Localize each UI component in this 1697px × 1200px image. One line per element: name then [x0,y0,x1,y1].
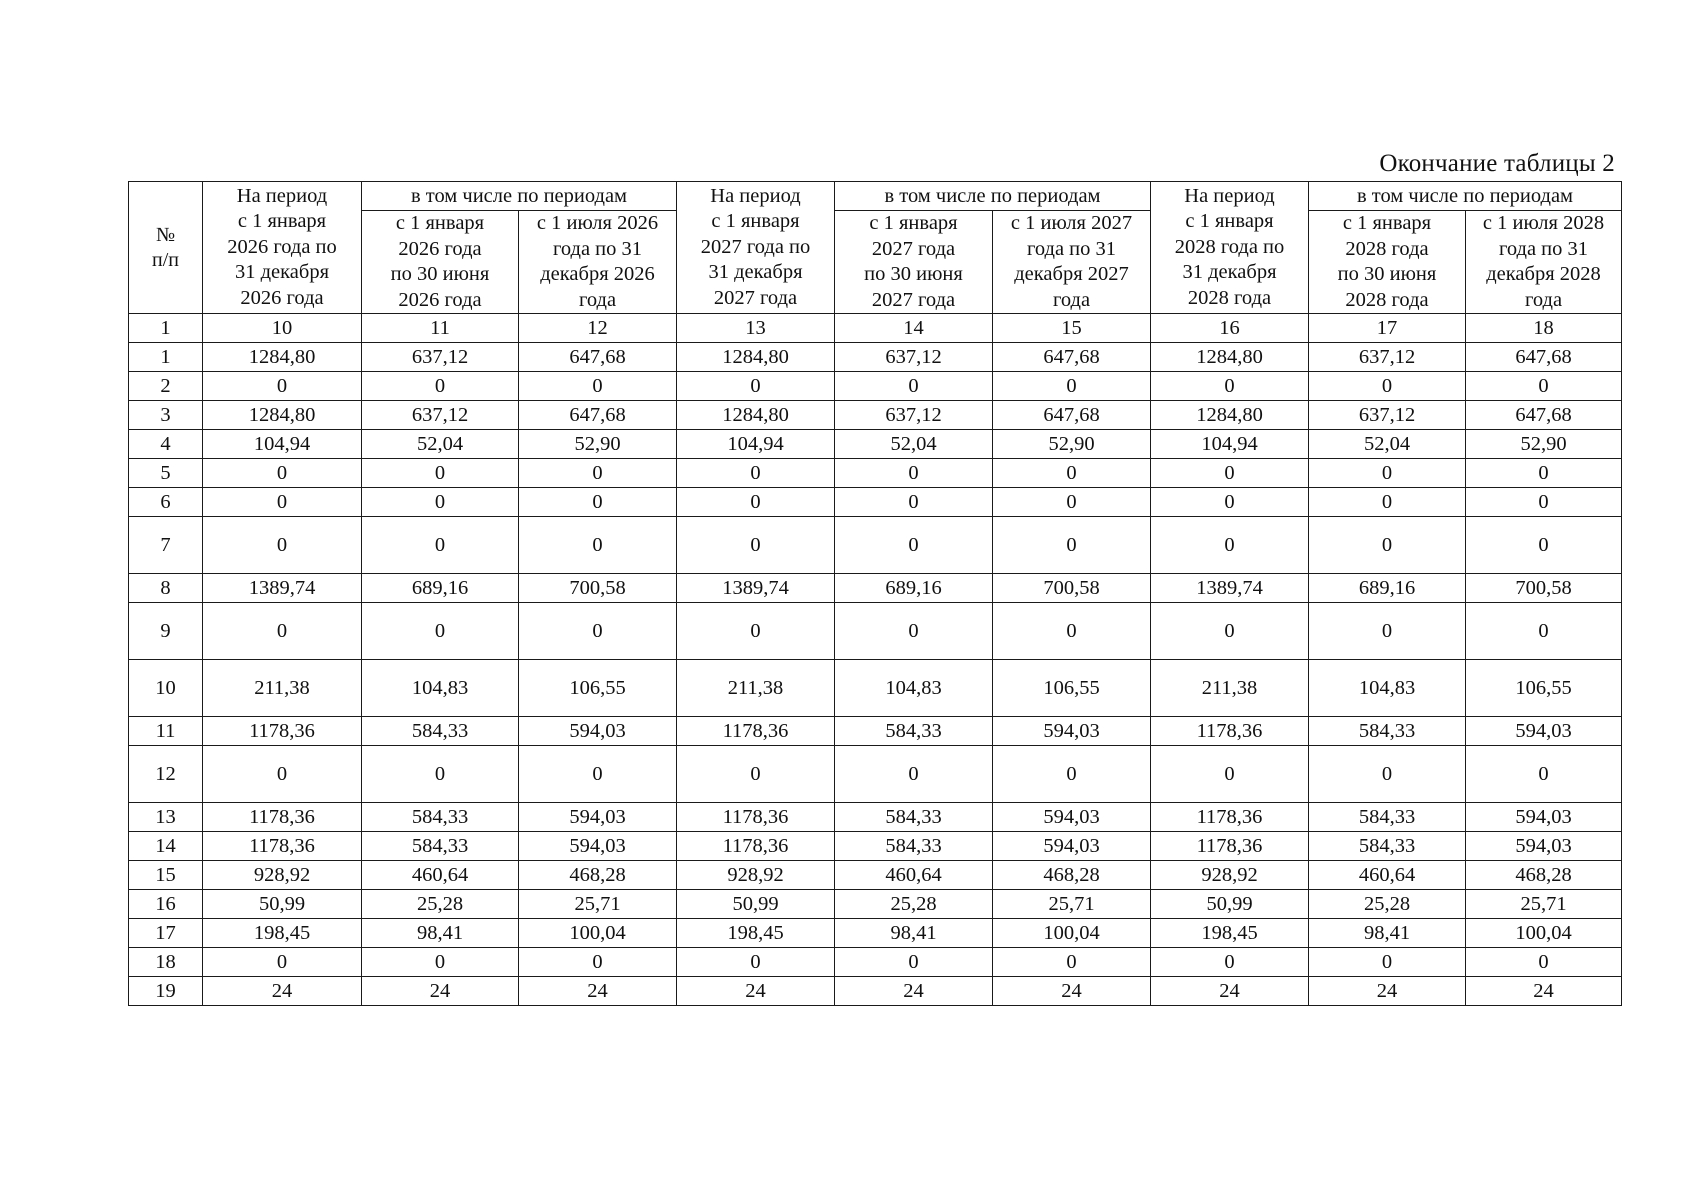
value-cell: 0 [519,459,677,488]
value-cell: 0 [1466,459,1622,488]
value-cell: 0 [1309,488,1466,517]
header-line: 2028 года [1187,286,1272,309]
value-cell: 100,04 [519,919,677,948]
value-cell: 584,33 [1309,832,1466,861]
value-cell: 468,28 [1466,861,1622,890]
value-cell: 584,33 [1309,803,1466,832]
row-number-cell: 14 [129,832,203,861]
header-second-half [1466,211,1622,314]
column-number: 16 [1151,314,1309,343]
value-cell: 1284,80 [1151,343,1309,372]
value-cell: 1178,36 [203,717,362,746]
value-cell: 0 [677,488,835,517]
header-line: декабря 2027 [1014,263,1129,285]
table-row [129,603,1622,660]
header-line: 31 декабря [1182,261,1277,284]
header-period-total [677,182,835,314]
value-cell: 0 [993,746,1151,803]
value-cell: 689,16 [835,574,993,603]
value-cell: 0 [362,488,519,517]
header-row-number [129,182,203,314]
header-second-half [993,211,1151,314]
column-number: 10 [203,314,362,343]
value-cell: 106,55 [993,660,1151,717]
header-line: года [1052,288,1091,311]
value-cell: 0 [835,746,993,803]
value-cell: 50,99 [1151,890,1309,919]
value-cell: 0 [1151,517,1309,574]
value-cell: 104,83 [1309,660,1466,717]
table-row [129,977,1622,1006]
value-cell: 24 [362,977,519,1006]
value-cell: 594,03 [519,803,677,832]
table-row [129,948,1622,977]
header-group: в том числе по периодам [1309,182,1622,211]
value-cell: 104,94 [677,430,835,459]
header-line: года [578,288,617,311]
row-number-cell: 4 [129,430,203,459]
value-cell: 584,33 [835,803,993,832]
table-row [129,746,1622,803]
value-cell: 0 [1151,488,1309,517]
value-cell: 637,12 [1309,343,1466,372]
value-cell: 594,03 [993,717,1151,746]
value-cell: 1178,36 [677,803,835,832]
header-line: 2027 года [871,288,956,311]
header-line: по 30 июня [1337,263,1437,285]
value-cell: 689,16 [362,574,519,603]
value-cell: 647,68 [519,343,677,372]
header-line: с 1 января [237,210,327,233]
value-cell: 0 [203,488,362,517]
value-cell: 637,12 [835,401,993,430]
header-line: п/п [152,248,179,271]
value-cell: 52,04 [835,430,993,459]
table-row [129,717,1622,746]
value-cell: 1178,36 [1151,832,1309,861]
table-row [129,401,1622,430]
value-cell: 25,71 [519,890,677,919]
header-line: года по 31 [1026,237,1117,260]
value-cell: 0 [1309,603,1466,660]
value-cell: 0 [1466,603,1622,660]
value-cell: 0 [1309,948,1466,977]
column-number: 18 [1466,314,1622,343]
row-number-cell: 16 [129,890,203,919]
value-cell: 1389,74 [677,574,835,603]
header-line: с 1 июля 2026 [536,212,659,234]
value-cell: 106,55 [519,660,677,717]
value-cell: 0 [203,517,362,574]
column-number: 14 [835,314,993,343]
value-cell: 1389,74 [203,574,362,603]
value-cell: 0 [1151,603,1309,660]
header-line: с 1 января [395,212,485,234]
header-line: На период [710,184,801,207]
row-number-cell: 19 [129,977,203,1006]
value-cell: 594,03 [519,832,677,861]
value-cell: 0 [203,459,362,488]
table-row [129,343,1622,372]
value-cell: 928,92 [1151,861,1309,890]
value-cell: 0 [1151,746,1309,803]
value-cell: 50,99 [677,890,835,919]
header-line: 31 декабря [234,261,329,284]
header-group: в том числе по периодам [835,182,1151,211]
header-line: 2026 года [240,286,324,309]
value-cell: 0 [677,746,835,803]
header-first-half [362,211,519,314]
value-cell: 0 [993,948,1151,977]
header-line: с 1 января [1185,210,1274,233]
value-cell: 594,03 [993,832,1151,861]
value-cell: 211,38 [1151,660,1309,717]
table-header [129,182,1622,343]
value-cell: 637,12 [1309,401,1466,430]
value-cell: 594,03 [993,803,1151,832]
value-cell: 0 [203,372,362,401]
table-row [129,574,1622,603]
column-number: 11 [362,314,519,343]
value-cell: 637,12 [362,343,519,372]
value-cell: 0 [993,488,1151,517]
value-cell: 0 [835,948,993,977]
value-cell: 100,04 [1466,919,1622,948]
value-cell: 0 [362,746,519,803]
value-cell: 98,41 [835,919,993,948]
row-number-cell: 5 [129,459,203,488]
header-group: в том числе по периодам [362,182,677,211]
row-number-cell: 6 [129,488,203,517]
row-number-cell: 2 [129,372,203,401]
row-number-cell: 17 [129,919,203,948]
header-line: 2026 года по [227,235,337,258]
value-cell: 1389,74 [1151,574,1309,603]
header-first-half [835,211,993,314]
header-line: На период [236,184,328,207]
value-cell: 50,99 [203,890,362,919]
value-cell: 584,33 [835,717,993,746]
value-cell: 594,03 [519,717,677,746]
value-cell: 0 [1151,372,1309,401]
table-row [129,919,1622,948]
value-cell: 1178,36 [203,803,362,832]
header-line: 2028 года по [1174,235,1285,258]
value-cell: 24 [993,977,1151,1006]
value-cell: 594,03 [1466,832,1622,861]
table-row [129,660,1622,717]
header-period-total [1151,182,1309,314]
column-number: 15 [993,314,1151,343]
table-row [129,372,1622,401]
value-cell: 0 [362,517,519,574]
value-cell: 460,64 [1309,861,1466,890]
header-line: 2027 года по [700,235,811,258]
value-cell: 0 [1466,517,1622,574]
value-cell: 0 [203,746,362,803]
header-line: с 1 июля 2027 [1010,212,1133,234]
value-cell: 0 [993,517,1151,574]
value-cell: 1284,80 [677,401,835,430]
header-line: с 1 января [1342,212,1432,234]
column-number: 1 [129,314,203,343]
header-line: 2026 года [398,288,482,311]
value-cell: 689,16 [1309,574,1466,603]
table-row [129,459,1622,488]
value-cell: 637,12 [362,401,519,430]
value-cell: 104,83 [835,660,993,717]
value-cell: 98,41 [1309,919,1466,948]
value-cell: 104,83 [362,660,519,717]
row-number-cell: 7 [129,517,203,574]
header-line: с 1 января [869,212,958,234]
value-cell: 1178,36 [1151,803,1309,832]
value-cell: 0 [362,948,519,977]
value-cell: 211,38 [203,660,362,717]
value-cell: 0 [1466,372,1622,401]
value-cell: 0 [835,372,993,401]
value-cell: 0 [1309,517,1466,574]
value-cell: 0 [519,948,677,977]
value-cell: 460,64 [835,861,993,890]
header-line: 2028 года [1345,288,1429,311]
value-cell: 25,28 [362,890,519,919]
row-number-cell: 12 [129,746,203,803]
value-cell: 24 [203,977,362,1006]
value-cell: 594,03 [1466,717,1622,746]
value-cell: 52,90 [993,430,1151,459]
value-cell: 0 [1309,372,1466,401]
column-number: 12 [519,314,677,343]
value-cell: 0 [519,746,677,803]
value-cell: 700,58 [519,574,677,603]
value-cell: 0 [362,372,519,401]
value-cell: 1178,36 [203,832,362,861]
value-cell: 0 [203,948,362,977]
value-cell: 928,92 [677,861,835,890]
value-cell: 647,68 [1466,343,1622,372]
value-cell: 460,64 [362,861,519,890]
column-number: 13 [677,314,835,343]
header-line: 2028 года [1345,237,1429,260]
value-cell: 198,45 [203,919,362,948]
value-cell: 0 [362,459,519,488]
value-cell: 0 [1466,488,1622,517]
value-cell: 100,04 [993,919,1151,948]
value-cell: 25,28 [1309,890,1466,919]
value-cell: 106,55 [1466,660,1622,717]
value-cell: 0 [835,517,993,574]
value-cell: 198,45 [677,919,835,948]
header-line: 2026 года [398,237,482,260]
value-cell: 0 [993,372,1151,401]
value-cell: 25,71 [993,890,1151,919]
value-cell: 647,68 [519,401,677,430]
row-number-cell: 11 [129,717,203,746]
value-cell: 584,33 [362,832,519,861]
header-line: 2027 года [871,237,956,260]
value-cell: 647,68 [993,343,1151,372]
value-cell: 1178,36 [1151,717,1309,746]
value-cell: 468,28 [993,861,1151,890]
value-cell: 1284,80 [203,401,362,430]
value-cell: 1178,36 [677,717,835,746]
header-line: № [155,223,176,246]
header-line: 31 декабря [708,261,803,284]
value-cell: 0 [362,603,519,660]
header-line: года [1524,288,1563,311]
value-cell: 0 [1151,948,1309,977]
value-cell: 584,33 [362,717,519,746]
value-cell: 0 [1151,459,1309,488]
header-period-total [203,182,362,314]
header-first-half [1309,211,1466,314]
row-number-cell: 9 [129,603,203,660]
value-cell: 24 [1466,977,1622,1006]
value-cell: 0 [677,372,835,401]
table-row [129,803,1622,832]
value-cell: 0 [1309,746,1466,803]
value-cell: 24 [835,977,993,1006]
value-cell: 1284,80 [677,343,835,372]
header-line: с 1 января [711,210,800,233]
value-cell: 25,71 [1466,890,1622,919]
value-cell: 24 [519,977,677,1006]
value-cell: 52,90 [1466,430,1622,459]
header-second-half [519,211,677,314]
value-cell: 647,68 [993,401,1151,430]
value-cell: 1284,80 [1151,401,1309,430]
header-line: 2027 года [713,286,798,309]
value-cell: 1284,80 [203,343,362,372]
table-caption: Окончание таблицы 2 [1379,150,1615,177]
row-number-cell: 13 [129,803,203,832]
value-cell: 104,94 [203,430,362,459]
value-cell: 0 [519,488,677,517]
value-cell: 0 [203,603,362,660]
value-cell: 211,38 [677,660,835,717]
row-number-cell: 1 [129,343,203,372]
header-line: года по 31 [552,237,643,260]
header-line: по 30 июня [864,263,963,285]
value-cell: 0 [677,459,835,488]
table-row [129,430,1622,459]
value-cell: 637,12 [835,343,993,372]
value-cell: 0 [1466,746,1622,803]
header-line: по 30 июня [390,263,490,285]
row-number-cell: 15 [129,861,203,890]
header-line: декабря 2028 [1486,263,1601,285]
table-body [129,343,1622,1006]
table-row [129,832,1622,861]
value-cell: 0 [835,488,993,517]
value-cell: 24 [677,977,835,1006]
value-cell: 1178,36 [677,832,835,861]
table-row [129,488,1622,517]
row-number-cell: 10 [129,660,203,717]
value-cell: 584,33 [1309,717,1466,746]
value-cell: 0 [519,372,677,401]
value-cell: 0 [835,603,993,660]
table-row [129,517,1622,574]
value-cell: 928,92 [203,861,362,890]
value-cell: 0 [1466,948,1622,977]
value-cell: 0 [993,459,1151,488]
value-cell: 647,68 [1466,401,1622,430]
value-cell: 198,45 [1151,919,1309,948]
row-number-cell: 8 [129,574,203,603]
value-cell: 0 [519,517,677,574]
value-cell: 52,04 [362,430,519,459]
value-cell: 98,41 [362,919,519,948]
header-line: На период [1184,184,1275,207]
header-line: года по 31 [1498,237,1589,260]
row-number-cell: 3 [129,401,203,430]
value-cell: 24 [1309,977,1466,1006]
value-cell: 700,58 [993,574,1151,603]
value-cell: 0 [993,603,1151,660]
value-cell: 594,03 [1466,803,1622,832]
table-row [129,890,1622,919]
value-cell: 0 [1309,459,1466,488]
value-cell: 104,94 [1151,430,1309,459]
header-line: с 1 июля 2028 [1482,212,1605,234]
column-number: 17 [1309,314,1466,343]
value-cell: 0 [677,603,835,660]
value-cell: 0 [677,948,835,977]
value-cell: 584,33 [835,832,993,861]
value-cell: 25,28 [835,890,993,919]
value-cell: 0 [519,603,677,660]
value-cell: 584,33 [362,803,519,832]
value-cell: 52,04 [1309,430,1466,459]
header-line: декабря 2026 [540,263,655,285]
value-cell: 52,90 [519,430,677,459]
data-table [128,181,1622,1006]
row-number-cell: 18 [129,948,203,977]
table-row [129,861,1622,890]
value-cell: 24 [1151,977,1309,1006]
value-cell: 0 [835,459,993,488]
value-cell: 0 [677,517,835,574]
value-cell: 468,28 [519,861,677,890]
value-cell: 700,58 [1466,574,1622,603]
